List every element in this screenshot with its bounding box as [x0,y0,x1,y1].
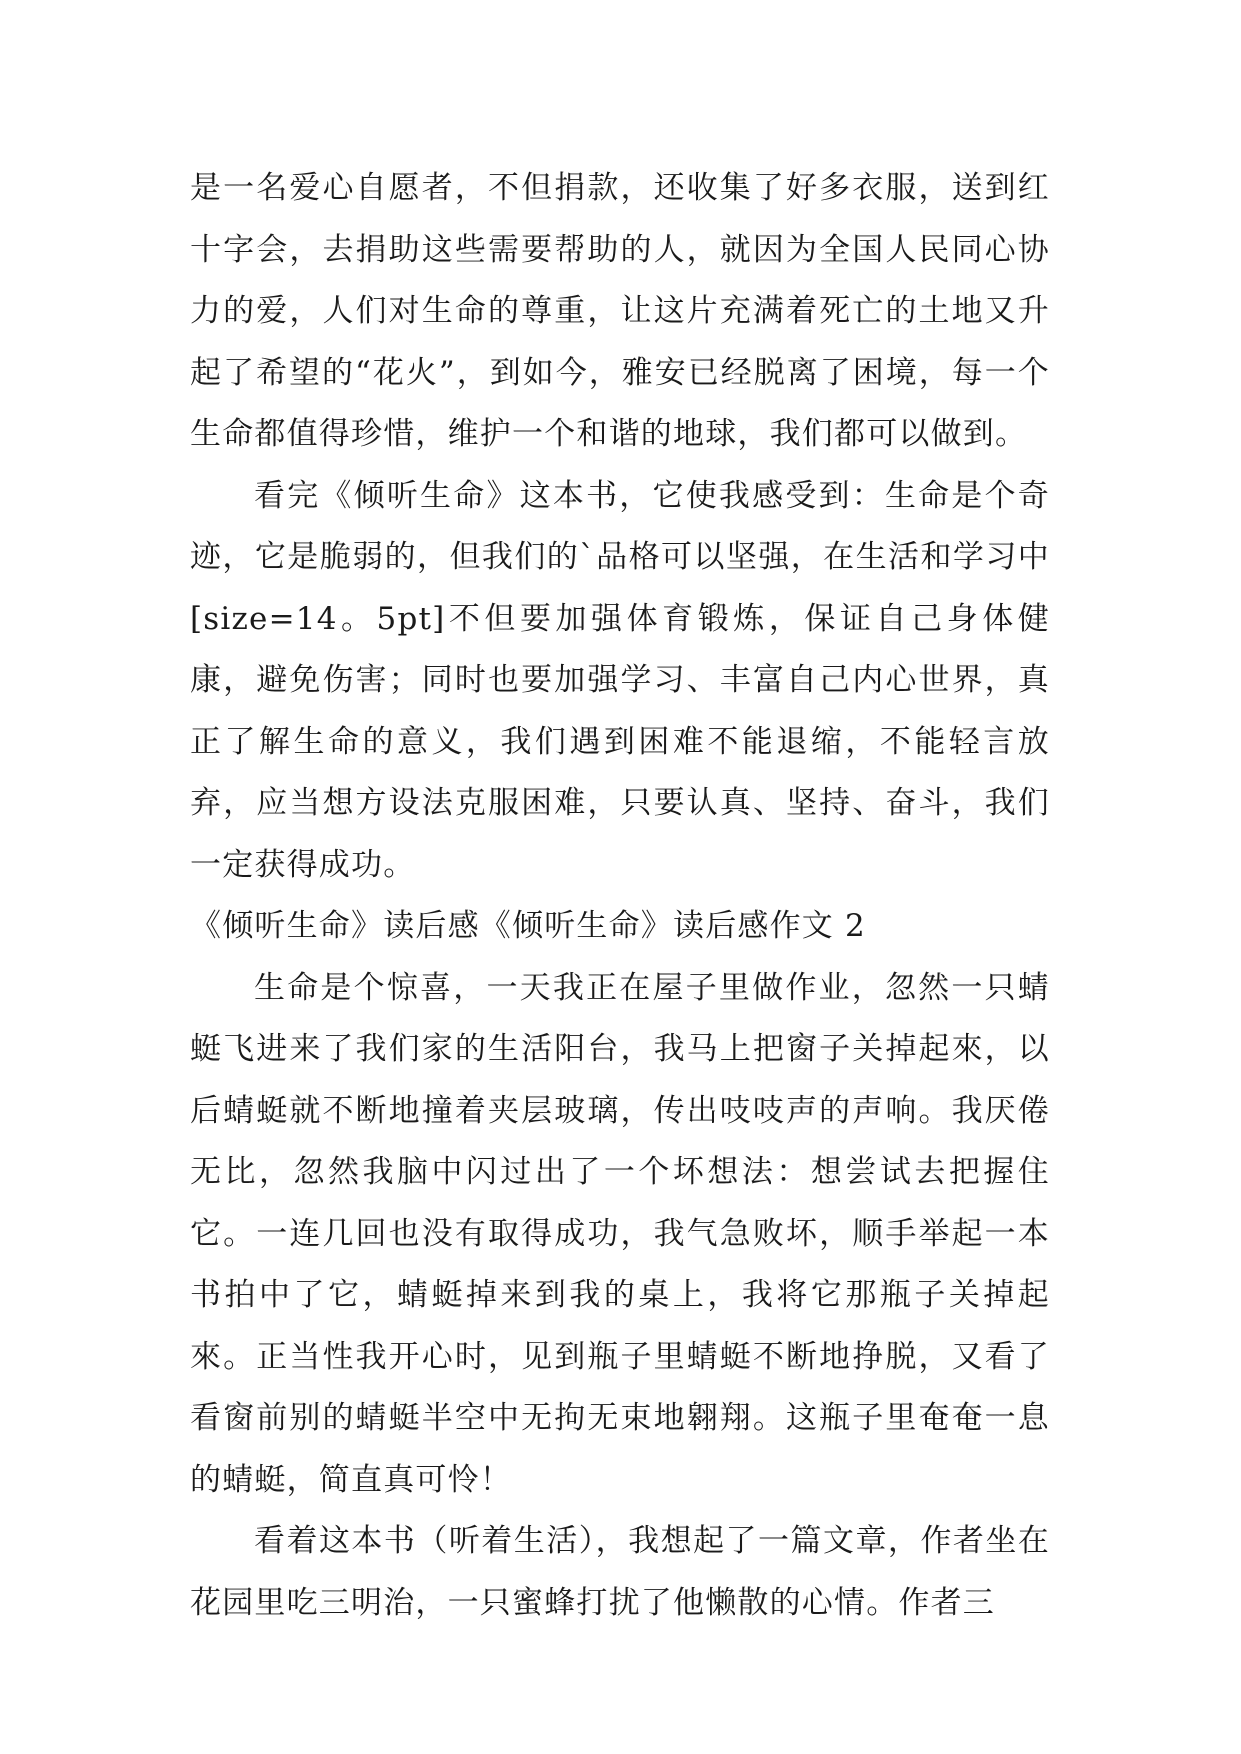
paragraph: 看着这本书（听着生活），我想起了一篇文章，作者坐在花园里吃三明治，一只蜜蜂打扰了他懒散的心情。作者三 [190,1523,1050,1621]
document-body [190,158,1050,1634]
section-heading: 《倾听生命》读后感《倾听生命》读后感作文 2 [190,908,866,944]
paragraph: 生命是个惊喜，一天我正在屋子里做作业，忽然一只蜻蜓飞进来了我们家的生活阳台，我马上把窗子关掉起來，以后蜻蜓就不断地撞着夹层玻璃，传出吱吱声的声响。我厌倦无比，忽然我脑中闪过出了一个坏想法：想尝试去把握住它。一连几回也没有取得成功，我气急败坏，顺手举起一本书拍中了它，蜻蜓掉来到我的桌上，我将它那瓶子关掉起來。正当性我开心时，见到瓶子里蜻蜓不断地挣脱，又看了看窗前别的蜻蜓半空中无拘无束地翱翔。这瓶子里奄奄一息的蜻蜓，简直真可怜！ [190,969,1050,1498]
paragraph: 看完《倾听生命》这本书，它使我感受到：生命是个奇迹，它是脆弱的，但我们的`品格可以坚强，在生活和学习中[size=14。5pt]不但要加强体育锻炼，保证自己身体健康，避免伤害；同时也要加强学习、丰富自己内心世界，真正了解生命的意义，我们遇到困难不能退缩，不能轻言放弃，应当想方设法克服困难，只要认真、坚持、奋斗，我们一定获得成功。 [190,477,1050,883]
paragraph: 是一名爱心自愿者，不但捐款，还收集了好多衣服，送到红十字会，去捐助这些需要帮助的人，就因为全国人民同心协力的爱，人们对生命的尊重，让这片充满着死亡的土地又升起了希望的“花火”，到如今，雅安已经脱离了困境，每一个生命都值得珍惜，维护一个和谐的地球，我们都可以做到。 [190,170,1050,452]
